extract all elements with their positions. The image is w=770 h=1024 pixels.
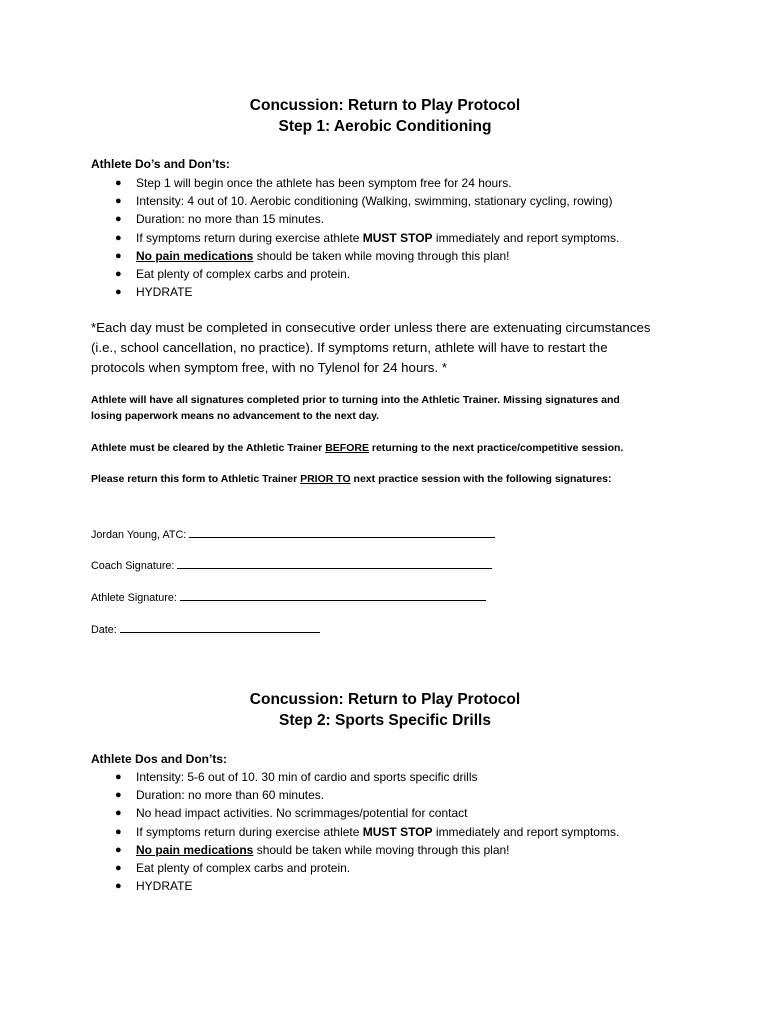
paragraph-text: next practice session with the following signatures: bbox=[350, 473, 612, 485]
athlete-signature-label: Athlete Signature: bbox=[91, 592, 180, 604]
paragraph-emphasis: BEFORE bbox=[325, 442, 369, 454]
bullet-icon: ● bbox=[115, 231, 122, 244]
bullet-text: Intensity: 5-6 out of 10. 30 min of cardio and sports specific drills bbox=[136, 770, 478, 784]
bullet-text: Eat plenty of complex carbs and protein. bbox=[136, 266, 351, 281]
step2-title-line1: Concussion: Return to Play Protocol bbox=[249, 691, 521, 708]
note-line: (i.e., school cancellation, no practice). If symptoms return, athlete will have to restart the bbox=[91, 340, 608, 355]
list-item bbox=[91, 174, 619, 192]
athlete-signature-field[interactable] bbox=[180, 590, 486, 601]
list-item bbox=[91, 859, 619, 877]
list-item bbox=[91, 247, 619, 265]
signatures-paragraph-line2: losing paperwork means no advancement to the next day. bbox=[91, 410, 380, 422]
list-item bbox=[91, 804, 619, 822]
bullet-text: HYDRATE bbox=[136, 285, 193, 300]
step1-bullet-list bbox=[91, 174, 619, 301]
clearance-paragraph bbox=[91, 440, 623, 456]
bullet-text: should be taken while moving through this plan! bbox=[253, 248, 510, 263]
bullet-text: HYDRATE bbox=[136, 879, 193, 894]
consecutive-order-note bbox=[91, 318, 691, 378]
paragraph-text: Please return this form to Athletic Trainer bbox=[91, 473, 301, 485]
bullet-emphasis: No pain medications bbox=[136, 842, 254, 857]
bullet-text: If symptoms return during exercise athlete bbox=[136, 824, 363, 839]
signatures-paragraph-line1: Athlete will have all signatures completed prior to turning into the Athletic Trainer. Missing signatures and bbox=[91, 394, 620, 406]
coach-signature-field[interactable] bbox=[177, 558, 492, 569]
list-item bbox=[91, 283, 619, 301]
bullet-text: No head impact activities. No scrimmages/potential for contact bbox=[136, 806, 468, 821]
step2-title bbox=[0, 689, 770, 731]
coach-signature-row bbox=[91, 558, 492, 573]
bullet-icon: ● bbox=[115, 843, 122, 856]
list-item bbox=[91, 210, 619, 228]
bullet-icon: ● bbox=[115, 807, 122, 820]
step2-heading: Athlete Dos and Don’ts: bbox=[91, 752, 228, 766]
bullet-icon: ● bbox=[115, 861, 122, 874]
trainer-signature-label: Jordan Young, ATC: bbox=[91, 529, 190, 541]
trainer-signature-row bbox=[91, 527, 495, 542]
bullet-text: should be taken while moving through this plan! bbox=[253, 842, 510, 857]
date-label: Date: bbox=[91, 624, 120, 636]
bullet-text: immediately and report symptoms. bbox=[432, 230, 620, 245]
note-line: protocols when symptom free, with no Tylenol for 24 hours. * bbox=[91, 360, 447, 375]
bullet-icon: ● bbox=[115, 789, 122, 802]
bullet-icon: ● bbox=[115, 267, 122, 280]
date-row bbox=[91, 622, 320, 637]
return-form-paragraph bbox=[91, 471, 611, 487]
step2-bullet-list bbox=[91, 768, 619, 895]
bullet-text: Duration: no more than 15 minutes. bbox=[136, 212, 325, 227]
bullet-text: Duration: no more than 60 minutes. bbox=[136, 788, 325, 803]
step2-title-line2: Step 2: Sports Specific Drills bbox=[279, 712, 491, 729]
bullet-emphasis: MUST STOP bbox=[362, 824, 433, 839]
bullet-icon: ● bbox=[115, 771, 122, 783]
athlete-signature-row bbox=[91, 590, 486, 605]
bullet-emphasis: MUST STOP bbox=[362, 230, 433, 245]
bullet-text: Step 1 will begin once the athlete has been symptom free for 24 hours. bbox=[136, 176, 512, 190]
bullet-icon: ● bbox=[115, 286, 122, 299]
date-field[interactable] bbox=[120, 622, 320, 633]
bullet-text: Eat plenty of complex carbs and protein. bbox=[136, 860, 351, 875]
list-item bbox=[91, 229, 619, 247]
step1-title-line2: Step 1: Aerobic Conditioning bbox=[278, 118, 492, 135]
paragraph-text: returning to the next practice/competitive session. bbox=[368, 442, 624, 454]
bullet-icon: ● bbox=[115, 825, 122, 838]
bullet-emphasis: No pain medications bbox=[136, 248, 254, 263]
bullet-icon: ● bbox=[115, 195, 122, 208]
step1-title bbox=[0, 95, 770, 137]
list-item bbox=[91, 768, 619, 786]
bullet-text: Intensity: 4 out of 10. Aerobic conditioning (Walking, swimming, stationary cycling, rowing) bbox=[136, 194, 613, 209]
note-line: *Each day must be completed in consecutive order unless there are extenuating circumstances bbox=[91, 320, 651, 335]
step1-title-line1: Concussion: Return to Play Protocol bbox=[249, 97, 521, 114]
list-item bbox=[91, 823, 619, 841]
bullet-text: If symptoms return during exercise athlete bbox=[136, 230, 363, 245]
bullet-icon: ● bbox=[115, 880, 122, 893]
list-item bbox=[91, 877, 619, 895]
list-item bbox=[91, 786, 619, 804]
trainer-signature-field[interactable] bbox=[189, 527, 495, 538]
paragraph-text: Athlete must be cleared by the Athletic Trainer bbox=[91, 442, 326, 454]
bullet-icon: ● bbox=[115, 213, 122, 226]
list-item bbox=[91, 841, 619, 859]
list-item bbox=[91, 192, 619, 210]
bullet-icon: ● bbox=[115, 177, 122, 189]
bullet-text: immediately and report symptoms. bbox=[432, 824, 620, 839]
list-item bbox=[91, 265, 619, 283]
paragraph-emphasis: PRIOR TO bbox=[300, 473, 351, 485]
step1-heading: Athlete Do’s and Don’ts: bbox=[91, 157, 230, 171]
bullet-icon: ● bbox=[115, 249, 122, 262]
coach-signature-label: Coach Signature: bbox=[91, 560, 178, 572]
